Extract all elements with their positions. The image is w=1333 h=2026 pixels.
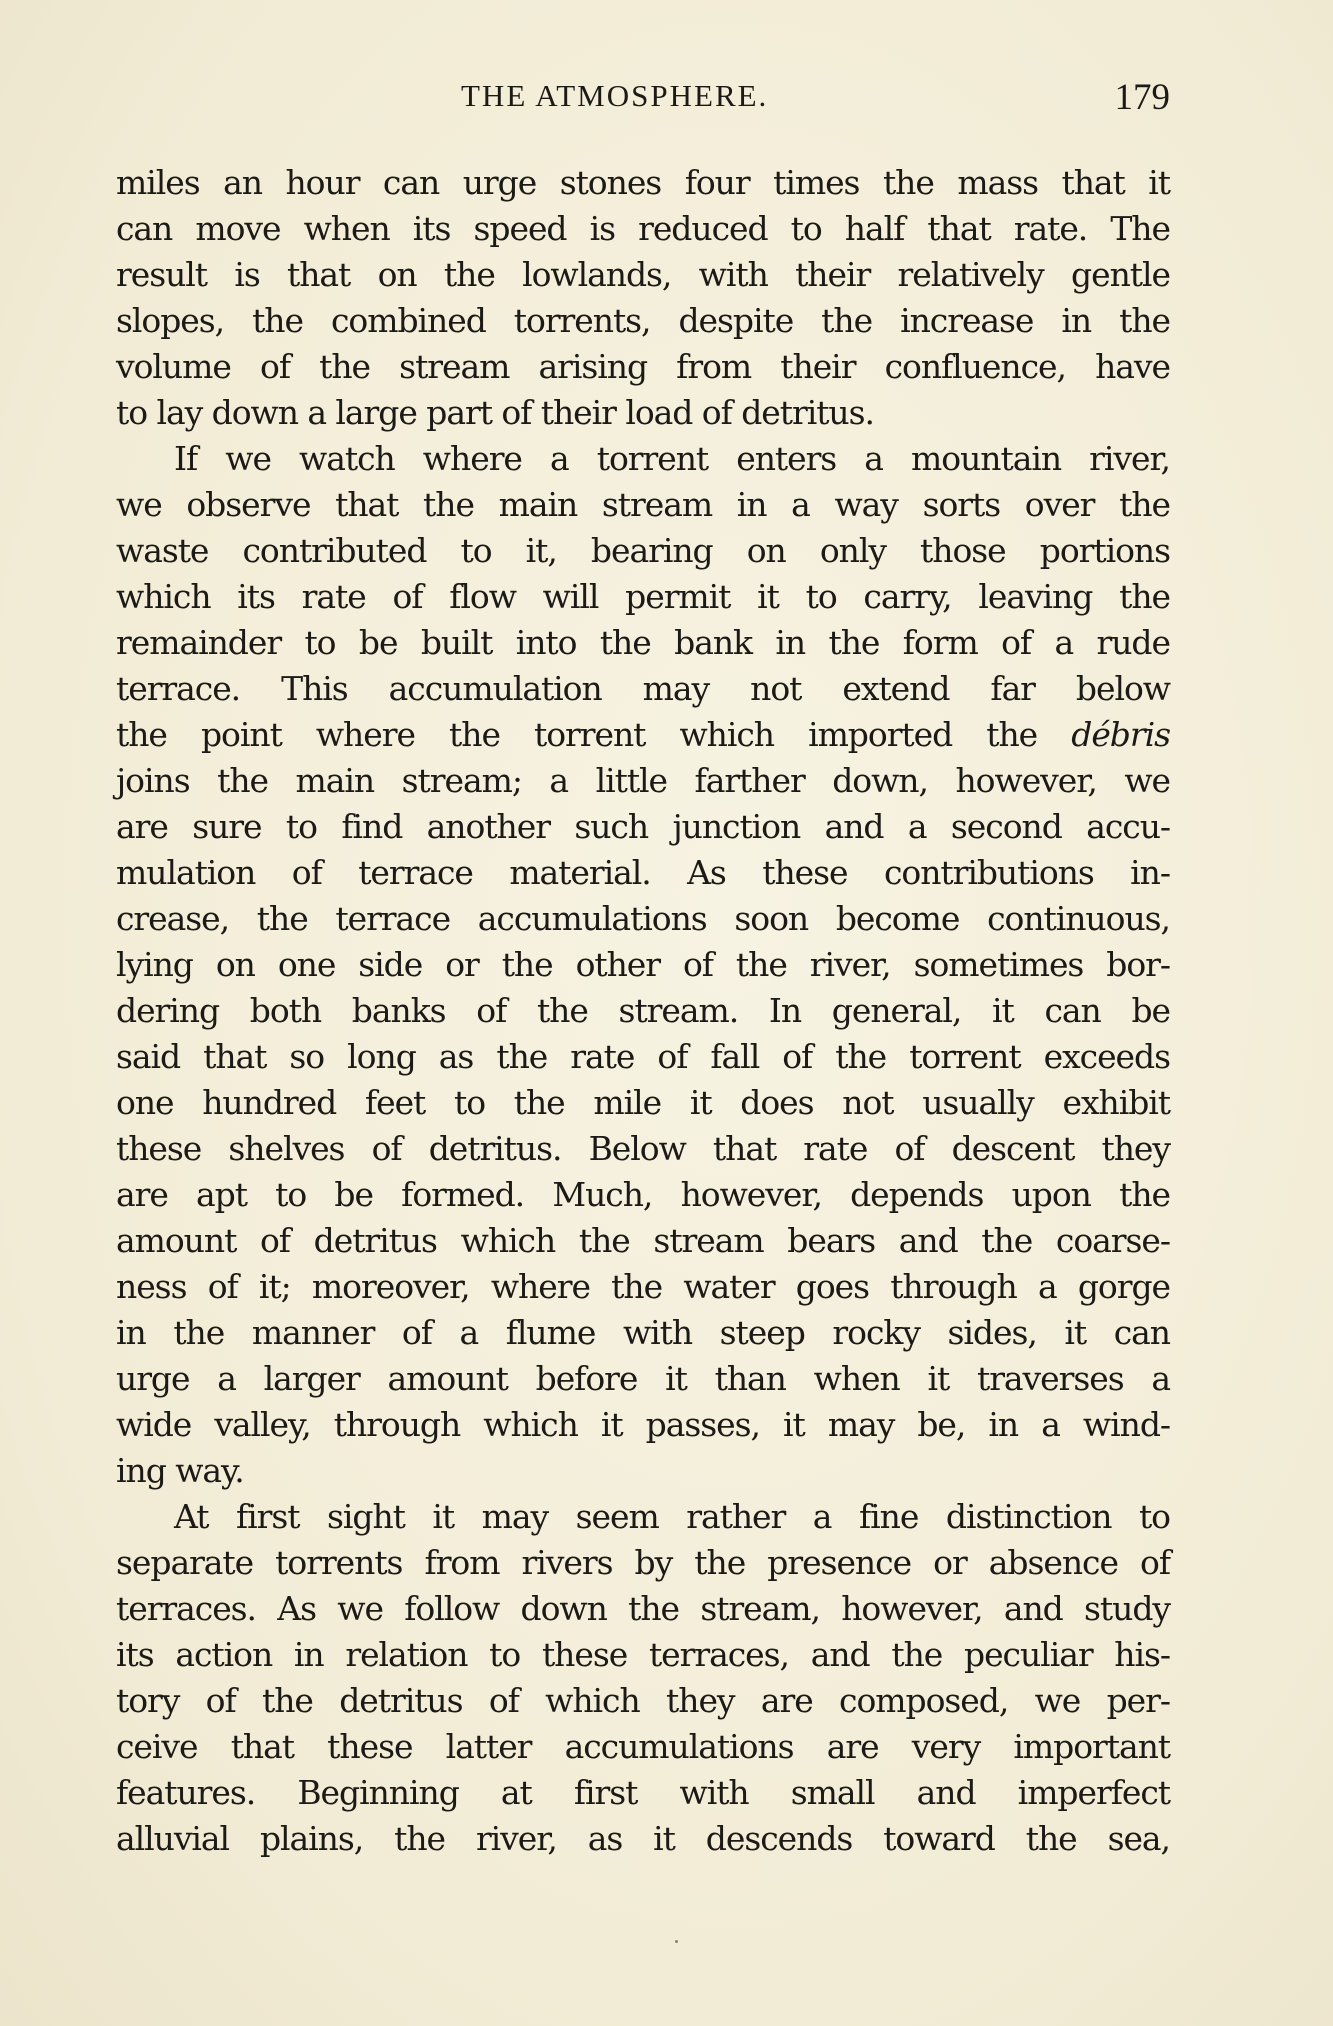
text-line: crease, the terrace accumulations soon become continuous, bbox=[116, 899, 1170, 938]
text-line: tory of the detritus of which they are composed, we per- bbox=[116, 1681, 1170, 1720]
text-line: to lay down a large part of their load of detritus. bbox=[116, 393, 874, 432]
chapter-title: THE ATMOSPHERE. bbox=[461, 78, 769, 113]
text-line: joins the main stream; a little farther down, however, we bbox=[116, 761, 1170, 800]
text-line: If we watch where a torrent enters a mountain river, bbox=[174, 439, 1170, 478]
text-line: alluvial plains, the river, as it descends toward the sea, bbox=[116, 1819, 1170, 1858]
text-line: its action in relation to these terraces, and the peculiar his- bbox=[116, 1635, 1170, 1674]
text-line: amount of detritus which the stream bears and the coarse- bbox=[116, 1221, 1170, 1260]
text-line: are apt to be formed. Much, however, depends upon the bbox=[116, 1175, 1170, 1214]
text-line: terrace. This accumulation may not extend far below bbox=[116, 669, 1170, 708]
text-line: At first sight it may seem rather a fine distinction to bbox=[174, 1497, 1170, 1536]
running-head bbox=[116, 78, 1170, 128]
text-line: ing way. bbox=[116, 1451, 244, 1490]
text-line: in the manner of a flume with steep rocky sides, it can bbox=[116, 1313, 1170, 1352]
print-speck bbox=[675, 1940, 678, 1943]
text-line: dering both banks of the stream. In general, it can be bbox=[116, 991, 1170, 1030]
page-number: 179 bbox=[1114, 77, 1170, 118]
text-line: ness of it; moreover, where the water goes through a gorge bbox=[116, 1267, 1170, 1306]
text-line: which its rate of flow will permit it to carry, leaving the bbox=[116, 577, 1170, 616]
text-line: the point where the torrent which imported the débris bbox=[116, 715, 1170, 754]
text-line: lying on one side or the other of the river, sometimes bor- bbox=[116, 945, 1170, 984]
text-line: volume of the stream arising from their confluence, have bbox=[116, 347, 1170, 386]
text-line: can move when its speed is reduced to half that rate. The bbox=[116, 209, 1170, 248]
text-line: slopes, the combined torrents, despite the increase in the bbox=[116, 301, 1170, 340]
text-line: mulation of terrace material. As these contributions in- bbox=[116, 853, 1170, 892]
paragraph bbox=[116, 436, 1170, 1494]
text-line: separate torrents from rivers by the presence or absence of bbox=[116, 1543, 1170, 1582]
text-line: we observe that the main stream in a way sorts over the bbox=[116, 485, 1170, 524]
text-line: are sure to find another such junction and a second accu- bbox=[116, 807, 1170, 846]
text-line: wide valley, through which it passes, it may be, in a wind- bbox=[116, 1405, 1170, 1444]
text-line: ceive that these latter accumulations are very important bbox=[116, 1727, 1170, 1766]
text-line: features. Beginning at first with small and imperfect bbox=[116, 1773, 1170, 1812]
text-line: waste contributed to it, bearing on only those portions bbox=[116, 531, 1170, 570]
text-line: urge a larger amount before it than when it traverses a bbox=[116, 1359, 1170, 1398]
paragraph bbox=[116, 160, 1170, 436]
text-line: miles an hour can urge stones four times the mass that it bbox=[116, 163, 1170, 202]
text-line: one hundred feet to the mile it does not usually exhibit bbox=[116, 1083, 1170, 1122]
text-line: remainder to be built into the bank in the form of a rude bbox=[116, 623, 1170, 662]
body-text bbox=[116, 160, 1170, 1862]
text-line: said that so long as the rate of fall of the torrent exceeds bbox=[116, 1037, 1170, 1076]
text-line: result is that on the lowlands, with their relatively gentle bbox=[116, 255, 1170, 294]
italic-term: débris bbox=[1071, 715, 1170, 754]
paragraph bbox=[116, 1494, 1170, 1862]
text-line: terraces. As we follow down the stream, however, and study bbox=[116, 1589, 1170, 1628]
text-line: these shelves of detritus. Below that rate of descent they bbox=[116, 1129, 1170, 1168]
